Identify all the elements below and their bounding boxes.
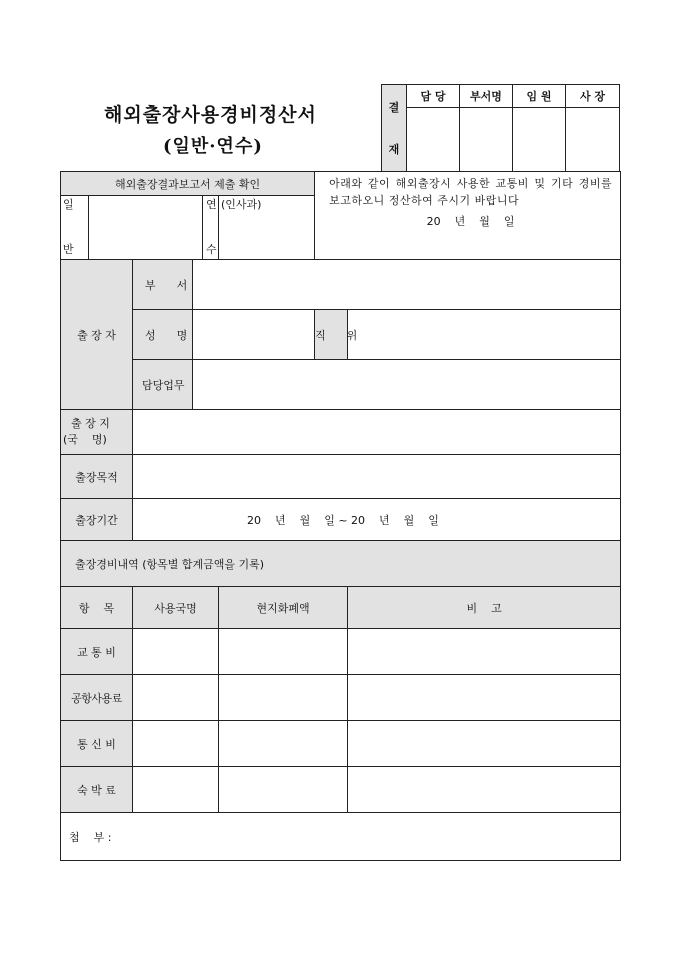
transport-amount-field[interactable] xyxy=(219,629,348,675)
col-header-item: 항 목 xyxy=(61,587,133,629)
approval-header-exec: 임 원 xyxy=(513,85,566,108)
notice-cell xyxy=(315,172,621,260)
lodging-amount-field[interactable] xyxy=(219,767,348,813)
purpose-label: 출장목적 xyxy=(61,455,133,499)
approval-side-top: 결 xyxy=(388,101,400,114)
position-field[interactable] xyxy=(348,310,621,360)
transport-remarks-field[interactable] xyxy=(348,629,621,675)
col-header-remarks: 비 고 xyxy=(348,587,621,629)
approval-header-president: 사 장 xyxy=(566,85,620,108)
traveler-label: 출 장 자 xyxy=(61,260,133,410)
training-confirm-field[interactable] xyxy=(219,196,315,260)
approval-side-label xyxy=(382,85,407,172)
training-label-bottom: 수 xyxy=(203,228,219,260)
approval-header-dept: 부서명 xyxy=(460,85,513,108)
lodging-remarks-field[interactable] xyxy=(348,767,621,813)
destination-label-line2: (국 명) xyxy=(63,433,107,446)
dept-label: 부 서 xyxy=(133,260,193,310)
communication-amount-field[interactable] xyxy=(219,721,348,767)
notice-date: 20 년 월 일 xyxy=(426,215,515,228)
approval-side-bottom: 재 xyxy=(388,143,400,156)
training-note: (인사과) xyxy=(221,198,262,211)
form-subtitle: (일반·연수) xyxy=(163,136,263,157)
approval-box xyxy=(381,84,620,172)
row-label-communication: 통 신 비 xyxy=(61,721,133,767)
general-label-bottom: 반 xyxy=(61,228,89,260)
attachment-field[interactable] xyxy=(61,813,621,861)
expense-section-header: 출장경비내역 (항목별 합계금액을 기록) xyxy=(61,541,621,587)
row-label-lodging: 숙 박 료 xyxy=(61,767,133,813)
approval-sign-president[interactable] xyxy=(566,108,620,172)
purpose-field[interactable] xyxy=(133,455,621,499)
approval-sign-staff[interactable] xyxy=(407,108,460,172)
approval-sign-exec[interactable] xyxy=(513,108,566,172)
general-confirm-field[interactable] xyxy=(89,196,203,260)
form-title: 해외출장사용경비정산서 xyxy=(104,104,317,126)
training-label-top: 연 xyxy=(203,196,219,228)
airport-fee-amount-field[interactable] xyxy=(219,675,348,721)
col-header-country: 사용국명 xyxy=(133,587,219,629)
destination-label xyxy=(61,410,133,455)
attachment-label: 첨 부 : xyxy=(69,830,112,844)
transport-country-field[interactable] xyxy=(133,629,219,675)
notice-text: 아래와 같이 해외출장시 사용한 교통비 및 기타 경비를 보고하오니 정산하여 주시기 바랍니다 xyxy=(329,177,613,207)
name-label: 성 명 xyxy=(133,310,193,360)
report-check-header: 해외출장결과보고서 제출 확인 xyxy=(61,172,315,196)
airport-fee-country-field[interactable] xyxy=(133,675,219,721)
row-label-airport-fee: 공항사용료 xyxy=(61,675,133,721)
period-label: 출장기간 xyxy=(61,499,133,541)
destination-field[interactable] xyxy=(133,410,621,455)
communication-remarks-field[interactable] xyxy=(348,721,621,767)
duty-label: 담당업무 xyxy=(133,360,193,410)
destination-label-line1: 출 장 지 xyxy=(71,417,110,430)
expense-form-table xyxy=(60,171,621,861)
approval-header-staff: 담 당 xyxy=(407,85,460,108)
general-label-top: 일 xyxy=(61,196,89,228)
position-label: 직 위 xyxy=(315,310,348,360)
row-label-transport: 교 통 비 xyxy=(61,629,133,675)
col-header-local-currency: 현지화폐액 xyxy=(219,587,348,629)
communication-country-field[interactable] xyxy=(133,721,219,767)
airport-fee-remarks-field[interactable] xyxy=(348,675,621,721)
dept-field[interactable] xyxy=(193,260,621,310)
period-field[interactable]: 20 년 월 일 ~ 20 년 월 일 xyxy=(133,499,621,541)
approval-sign-dept[interactable] xyxy=(460,108,513,172)
duty-field[interactable] xyxy=(193,360,621,410)
name-field[interactable] xyxy=(193,310,315,360)
lodging-country-field[interactable] xyxy=(133,767,219,813)
